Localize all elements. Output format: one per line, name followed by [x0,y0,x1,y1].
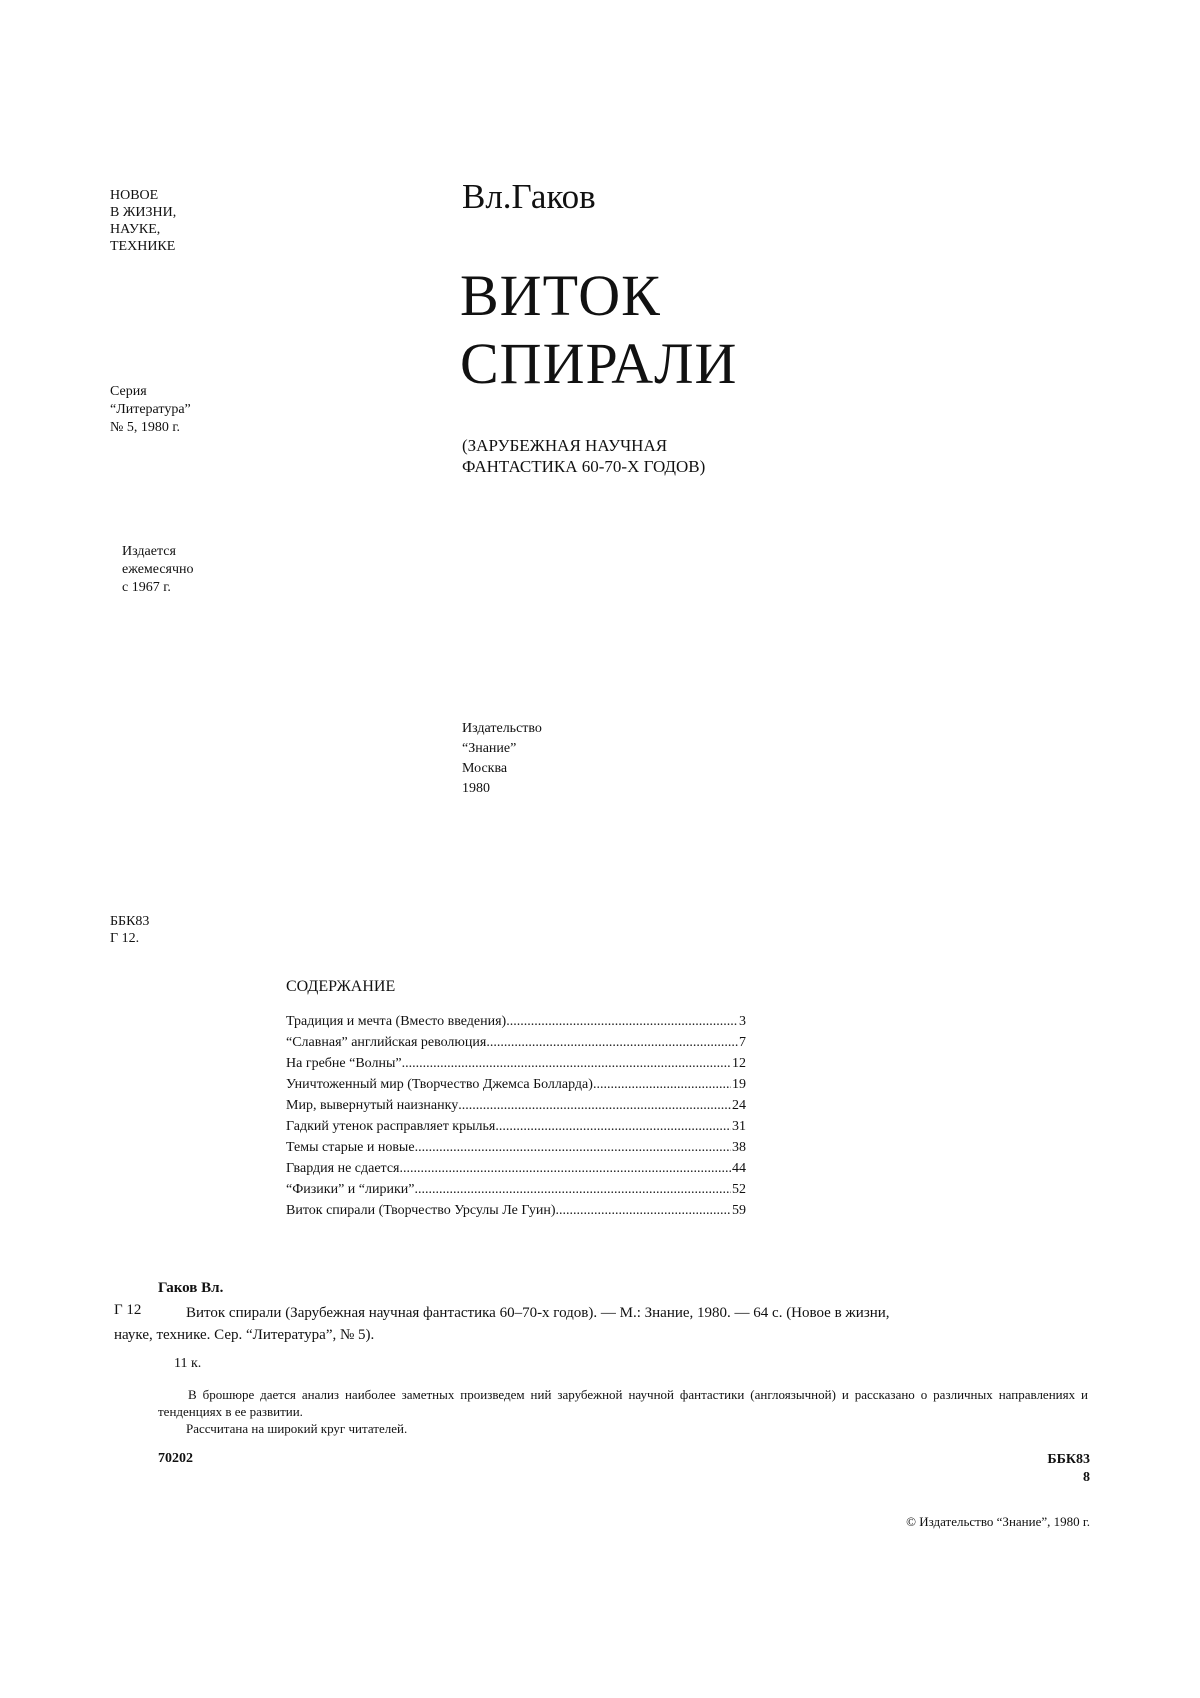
toc-item-title: Уничтоженный мир (Творчество Джемса Болларда) [286,1077,593,1092]
toc-item-title: Гвардия не сдается [286,1161,400,1176]
frequency-line: с 1967 г. [122,580,171,595]
bbk-line: ББК83 [110,914,150,929]
toc-item-page: 3 [739,1014,746,1029]
toc-item-page: 44 [732,1161,746,1176]
toc-item-page: 59 [732,1203,746,1218]
toc-leader [506,1011,738,1032]
toc-item [286,1137,746,1158]
frequency-line: Издается [122,544,176,559]
toc-item-page: 52 [732,1182,746,1197]
toc-leader [458,1095,731,1116]
toc-item [286,1053,746,1074]
bib-abstract [158,1386,1088,1420]
toc-item [286,1200,746,1221]
bib-code: Г 12 [114,1302,142,1318]
toc-leader [593,1074,731,1095]
bbk-code [110,913,149,947]
bib-price: 11 к. [174,1356,202,1371]
toc-item [286,1011,746,1032]
series-header-line: НОВОЕ [110,188,159,203]
series-info [110,383,191,437]
book-title-line: СПИРАЛИ [460,331,738,396]
book-title-line: ВИТОК [460,263,661,328]
series-header-line: НАУКЕ, [110,222,161,237]
toc-leader [399,1158,731,1179]
bib-bbk-line: 8 [1083,1470,1090,1485]
toc-leader [414,1179,731,1200]
toc-item-title: Темы старые и новые [286,1140,415,1155]
series-header [110,187,176,255]
series-info-line: “Литература” [110,402,191,417]
toc-leader [495,1116,731,1137]
publisher-line: 1980 [462,781,490,796]
series-header-line: ТЕХНИКЕ [110,239,176,254]
book-title [460,262,737,398]
publisher-line: Москва [462,761,508,776]
toc-heading: СОДЕРЖАНИЕ [286,978,396,995]
toc-item-title: “Физики” и “лирики” [286,1182,415,1197]
toc-leader [486,1032,738,1053]
publisher-line: “Знание” [462,741,517,756]
bbk-line: Г 12. [110,931,140,946]
toc-leader [556,1200,731,1221]
toc-item-page: 7 [739,1035,746,1050]
toc-leader [402,1053,731,1074]
abstract-text: В брошюре дается анализ наиболее заметных произведем ний зарубежной научной фантастики (англоязычной) и рассказано о различных направлениях и тенденциях в ее развитии. [158,1387,1088,1419]
copyright-notice: © Издательство “Знание”, 1980 г. [906,1514,1090,1529]
series-header-line: В ЖИЗНИ, [110,205,177,220]
toc-leader [415,1137,731,1158]
toc-item [286,1116,746,1137]
publisher-line: Издательство [462,721,542,736]
bib-description-line2: науке, технике. Сер. “Литература”, № 5). [114,1327,375,1343]
toc-item-title: На гребне “Волны” [286,1056,402,1071]
toc-item-title: Гадкий утенок расправляет крылья [286,1119,496,1134]
frequency-line: ежемесячно [122,562,194,577]
publisher-block [462,719,542,799]
bib-author: Гаков Вл. [158,1280,224,1296]
toc-item-page: 31 [732,1119,746,1134]
book-subtitle [462,435,705,477]
bib-index: 70202 [158,1451,193,1466]
toc-item-page: 38 [732,1140,746,1155]
publication-frequency [122,543,194,597]
subtitle-line: (ЗАРУБЕЖНАЯ НАУЧНАЯ [462,436,668,455]
author-name: Вл.Гаков [462,177,596,216]
toc-item-page: 12 [732,1056,746,1071]
series-info-line: Серия [110,384,147,399]
toc-item [286,1179,746,1200]
toc-item-title: “Славная” английская революция [286,1035,487,1050]
toc-item-title: Мир, вывернутый наизнанку [286,1098,459,1113]
toc-item [286,1158,746,1179]
toc-item [286,1095,746,1116]
table-of-contents [286,977,746,1221]
bib-description-line1: Виток спирали (Зарубежная научная фантастика 60–70-х годов). — М.: Знание, 1980. — 64 с. (Новое в жизни, [186,1305,890,1321]
toc-item [286,1074,746,1095]
bib-audience: Рассчитана на широкий круг читателей. [186,1421,408,1436]
toc-item-title: Традиция и мечта (Вместо введения) [286,1014,507,1029]
toc-item-page: 19 [732,1077,746,1092]
bib-bbk-line: ББК83 [1047,1452,1090,1467]
toc-item-title: Виток спирали (Творчество Урсулы Ле Гуин) [286,1203,556,1218]
toc-item [286,1032,746,1053]
subtitle-line: ФАНТАСТИКА 60-70-Х ГОДОВ) [462,457,706,476]
series-info-line: № 5, 1980 г. [110,420,181,435]
toc-item-page: 24 [732,1098,746,1113]
bib-bbk [1040,1451,1090,1487]
